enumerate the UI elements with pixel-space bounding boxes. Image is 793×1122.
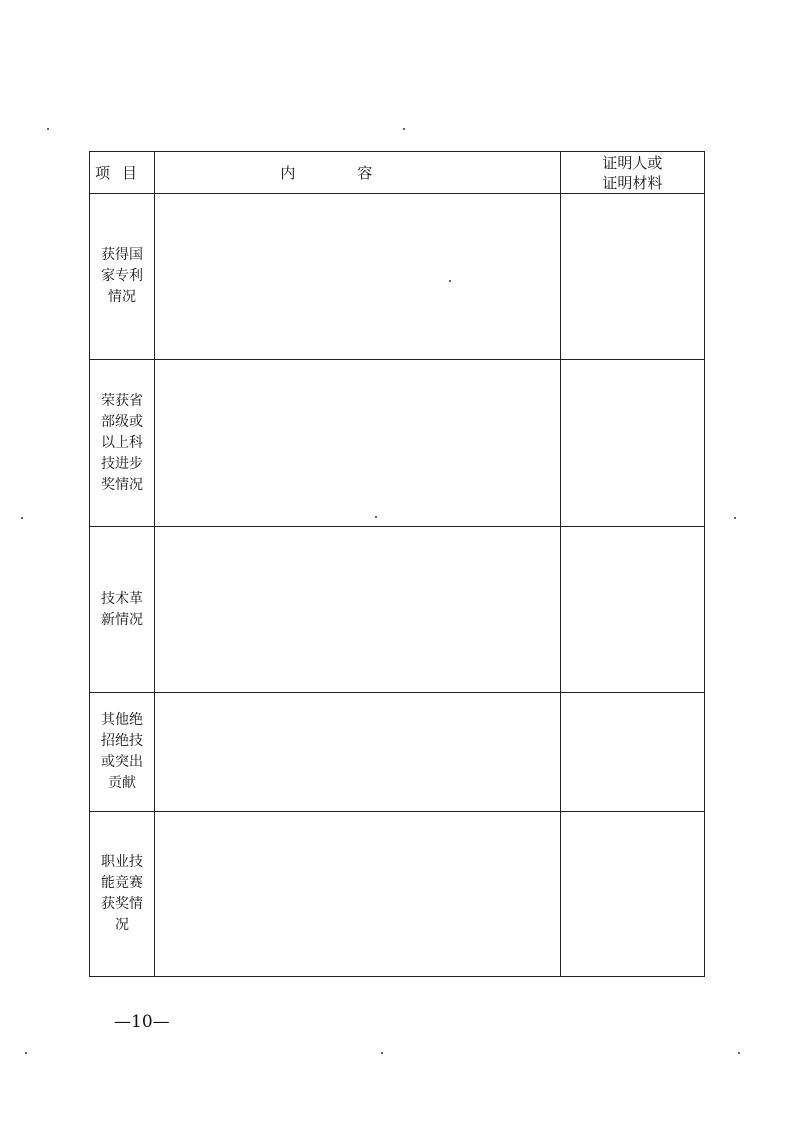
table-row: [90, 812, 705, 977]
scan-speck: [47, 128, 49, 130]
table-row: [90, 693, 705, 812]
header-proof: [560, 152, 704, 194]
scan-speck: [734, 517, 736, 519]
row-label-cell: [90, 194, 155, 360]
row-label: 荣获省部级或以上科技进步奖情况: [101, 392, 144, 493]
content-cell[interactable]: [155, 527, 561, 693]
proof-cell[interactable]: [560, 527, 704, 693]
scan-speck: [381, 1052, 383, 1054]
row-label: 获得国家专利情况: [101, 247, 144, 305]
content-cell[interactable]: [155, 360, 561, 527]
row-label-cell: [90, 812, 155, 977]
proof-cell[interactable]: [560, 812, 704, 977]
scan-speck: [25, 1052, 27, 1054]
scan-speck: [375, 516, 377, 518]
scan-speck: [449, 280, 451, 282]
row-label-cell: [90, 360, 155, 527]
proof-cell[interactable]: [560, 194, 704, 360]
content-cell[interactable]: [155, 812, 561, 977]
header-proof-line2: 证明材料: [602, 173, 663, 192]
header-item: 项目: [90, 152, 155, 194]
row-label-cell: [90, 527, 155, 693]
header-content: 内容: [155, 152, 561, 194]
proof-cell[interactable]: [560, 360, 704, 527]
row-label-cell: [90, 693, 155, 812]
table-row: [90, 527, 705, 693]
row-label: 其他绝招绝技或突出贡献: [101, 712, 144, 791]
page-number: —10—: [114, 1012, 170, 1032]
scan-speck: [21, 517, 23, 519]
header-row: [90, 152, 705, 194]
content-cell[interactable]: [155, 693, 561, 812]
scan-speck: [738, 1052, 740, 1054]
achievement-table: [89, 151, 705, 977]
table-row: [90, 194, 705, 360]
row-label: 职业技能竞赛获奖情况: [101, 854, 144, 933]
proof-cell[interactable]: [560, 693, 704, 812]
table-row: [90, 360, 705, 527]
content-cell[interactable]: [155, 194, 561, 360]
header-proof-line1: 证明人或: [602, 153, 663, 172]
row-label: 技术革新情况: [101, 590, 144, 628]
scan-speck: [403, 128, 405, 130]
